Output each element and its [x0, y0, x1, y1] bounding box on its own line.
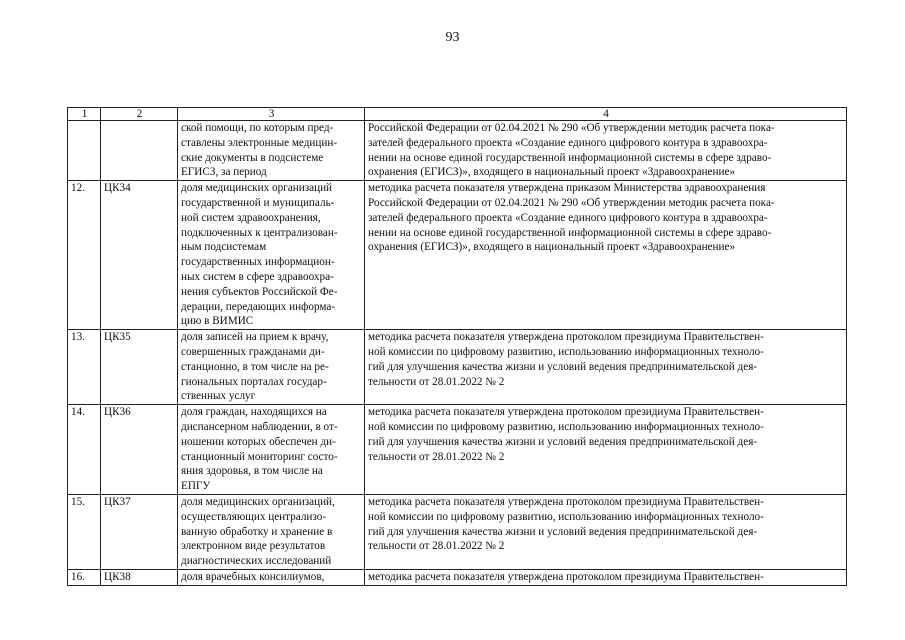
description-line: доля врачебных консилиумов,: [181, 570, 325, 583]
row-number-cell: 15.: [68, 494, 101, 569]
column-header: 4: [365, 108, 847, 121]
indicator-description-cell: [178, 181, 365, 330]
description-line: станционный мониторинг состо-: [181, 450, 338, 463]
description-line: доля записей на прием к врачу,: [181, 331, 329, 344]
methodology-line: тельности от 28.01.2022 № 2: [368, 375, 505, 388]
methodology-cell: [365, 569, 847, 585]
description-line: доля граждан, находящихся на: [181, 406, 327, 419]
methodology-cell: [365, 121, 847, 181]
methodology-line: методика расчета показателя утверждена протоколом президиума Правительствен-: [368, 570, 764, 583]
description-line: осуществляющих централизо-: [181, 510, 327, 523]
table-row: [68, 569, 847, 585]
description-line: диагностических исследований: [181, 555, 332, 568]
description-line: ванную обработку и хранение в: [181, 525, 333, 538]
methodology-cell: [365, 494, 847, 569]
description-line: ных систем в сфере здравоохра-: [181, 270, 334, 283]
description-line: ственных услуг: [181, 390, 256, 403]
description-line: ставлены электронные медицин-: [181, 136, 338, 149]
methodology-line: ной комиссии по цифровому развитию, использованию информационных техноло-: [368, 420, 764, 433]
methodology-line: методика расчета показателя утверждена приказом Министерства здравоохранения: [368, 182, 766, 195]
methodology-line: охранения (ЕГИСЗ)», входящего в национальный проект «Здравоохранение»: [368, 241, 736, 254]
indicator-description-cell: [178, 494, 365, 569]
methodology-line: Российской Федерации от 02.04.2021 № 290 «Об утверждении методик расчета пока-: [368, 196, 775, 209]
methodology-line: гий для улучшения качества жизни и условий ведения предпринимательской дея-: [368, 435, 758, 448]
column-header: 2: [101, 108, 178, 121]
methodology-line: гий для улучшения качества жизни и условий ведения предпринимательской дея-: [368, 525, 758, 538]
row-number-cell: 13.: [68, 330, 101, 405]
description-line: диспансерном наблюдении, в от-: [181, 420, 338, 433]
indicators-table: [67, 107, 847, 586]
methodology-cell: [365, 405, 847, 495]
row-number-cell: 12.: [68, 181, 101, 330]
row-number-cell: 14.: [68, 405, 101, 495]
description-line: дерации, передающих информа-: [181, 300, 336, 313]
description-line: гиональных порталах государ-: [181, 375, 327, 388]
indicator-description-cell: [178, 405, 365, 495]
methodology-line: нении на основе единой государственной информационной системы в сфере здраво-: [368, 226, 772, 239]
description-line: ЕПГУ: [181, 480, 211, 493]
methodology-line: ной комиссии по цифровому развитию, использованию информационных техноло-: [368, 345, 764, 358]
description-line: государственной и муниципаль-: [181, 196, 335, 209]
indicator-description-cell: [178, 121, 365, 181]
column-header: 3: [178, 108, 365, 121]
methodology-line: Российской Федерации от 02.04.2021 № 290 «Об утверждении методик расчета пока-: [368, 122, 775, 134]
methodology-line: нении на основе единой государственной информационной системы в сфере здраво-: [368, 151, 772, 164]
row-number-cell: [68, 121, 101, 181]
indicator-code-cell: ЦК38: [101, 569, 178, 585]
indicator-code-cell: ЦК35: [101, 330, 178, 405]
indicator-code-cell: [101, 121, 178, 181]
indicator-code-cell: ЦК36: [101, 405, 178, 495]
description-line: совершенных гражданами ди-: [181, 345, 325, 358]
methodology-line: охранения (ЕГИСЗ)», входящего в национальный проект «Здравоохранение»: [368, 166, 736, 179]
page-number: 93: [445, 30, 460, 45]
indicator-code-cell: ЦК34: [101, 181, 178, 330]
methodology-line: зателей федерального проекта «Создание единого цифрового контура в здравоохра-: [368, 211, 768, 224]
description-line: нения субъектов Российской Фе-: [181, 285, 338, 298]
table-header-row: [68, 108, 847, 121]
description-line: электронном виде результатов: [181, 540, 326, 553]
methodology-cell: [365, 330, 847, 405]
description-line: государственных информацион-: [181, 256, 335, 269]
methodology-line: методика расчета показателя утверждена протоколом президиума Правительствен-: [368, 406, 764, 419]
methodology-line: тельности от 28.01.2022 № 2: [368, 540, 505, 553]
methodology-line: методика расчета показателя утверждена протоколом президиума Правительствен-: [368, 495, 764, 508]
indicator-code-cell: ЦК37: [101, 494, 178, 569]
table-row: [68, 330, 847, 405]
description-line: доля медицинских организаций: [181, 182, 333, 195]
table-row: [68, 121, 847, 181]
methodology-line: зателей федерального проекта «Создание единого цифрового контура в здравоохра-: [368, 136, 768, 149]
methodology-line: гий для улучшения качества жизни и условий ведения предпринимательской дея-: [368, 360, 758, 373]
description-line: ной систем здравоохранения,: [181, 211, 321, 224]
description-line: ской помощи, по которым пред-: [181, 122, 334, 134]
table-row: [68, 494, 847, 569]
description-line: ские документы в подсистеме: [181, 151, 324, 164]
description-line: цию в ВИМИС: [181, 315, 254, 328]
table-body: [68, 121, 847, 586]
methodology-cell: [365, 181, 847, 330]
description-line: станционно, в том числе на ре-: [181, 360, 329, 373]
description-line: ношении которых обеспечен ди-: [181, 435, 336, 448]
table-row: [68, 181, 847, 330]
methodology-line: тельности от 28.01.2022 № 2: [368, 450, 505, 463]
description-line: яния здоровья, в том числе на: [181, 465, 323, 478]
column-header: 1: [68, 108, 101, 121]
indicator-description-cell: [178, 569, 365, 585]
methodology-line: методика расчета показателя утверждена протоколом президиума Правительствен-: [368, 331, 764, 344]
description-line: доля медицинских организаций,: [181, 495, 335, 508]
table-row: [68, 405, 847, 495]
methodology-line: ной комиссии по цифровому развитию, использованию информационных техноло-: [368, 510, 764, 523]
description-line: ЕГИСЗ, за период: [181, 166, 267, 179]
description-line: ным подсистемам: [181, 241, 267, 254]
indicator-description-cell: [178, 330, 365, 405]
row-number-cell: 16.: [68, 569, 101, 585]
description-line: подключенных к централизован-: [181, 226, 338, 239]
